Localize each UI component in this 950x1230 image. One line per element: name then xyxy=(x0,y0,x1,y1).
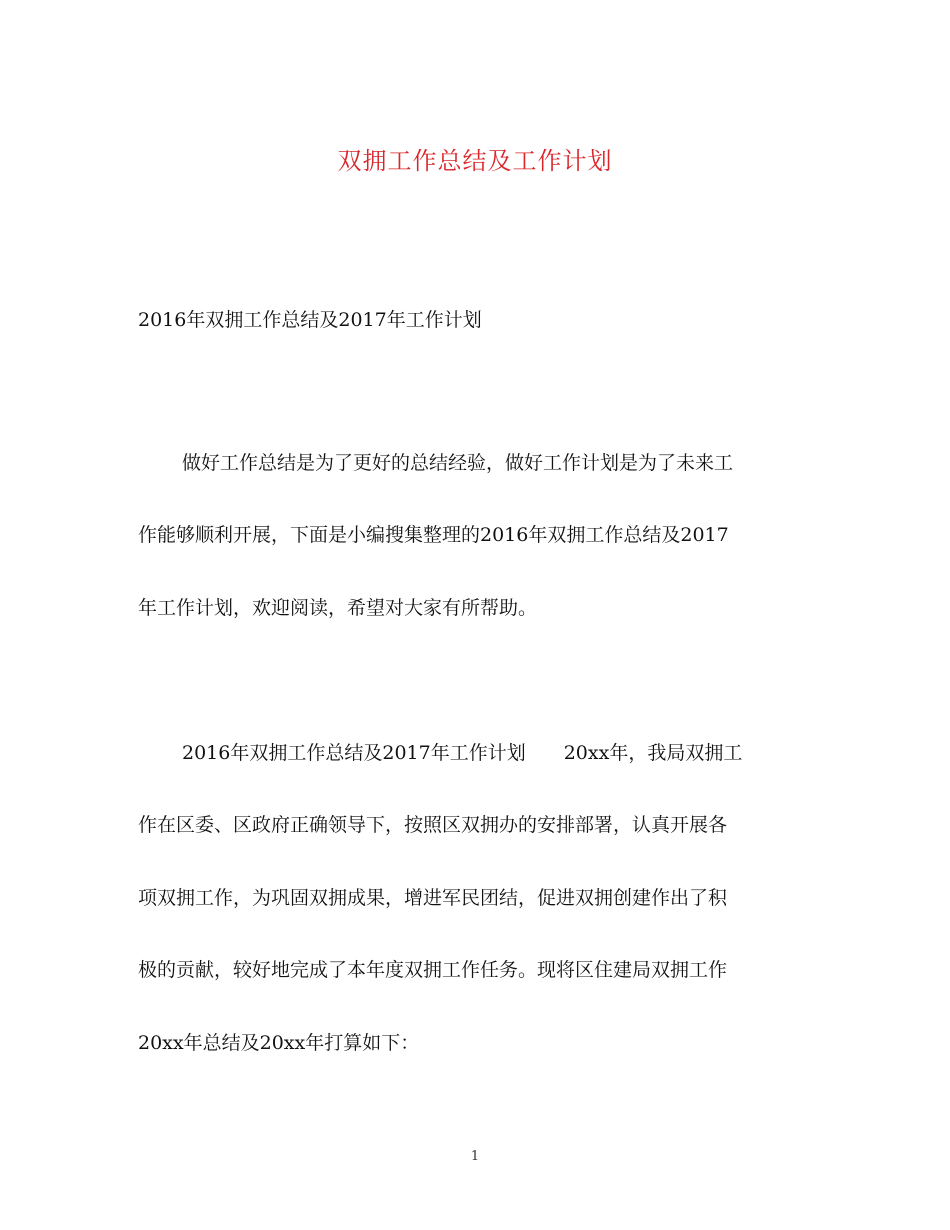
paragraph-line: 20xx年总结及20xx年打算如下： xyxy=(138,1032,420,1054)
paragraph-line: 极的贡献，较好地完成了本年度双拥工作任务。现将区住建局双拥工作 xyxy=(138,959,728,981)
paragraph-line: 作在区委、区政府正确领导下，按照区双拥办的安排部署，认真开展各 xyxy=(138,814,728,836)
paragraph-line: 项双拥工作，为巩固双拥成果，增进军民团结，促进双拥创建作出了积 xyxy=(138,887,728,909)
document-subtitle: 2016年双拥工作总结及2017年工作计划 xyxy=(138,309,482,331)
document-title: 双拥工作总结及工作计划 xyxy=(337,147,613,175)
paragraph-line: 2016年双拥工作总结及2017年工作计划 20xx年，我局双拥工 xyxy=(182,742,743,764)
paragraph-line: 做好工作总结是为了更好的总结经验，做好工作计划是为了未来工 xyxy=(182,452,734,474)
paragraph-line: 作能够顺利开展，下面是小编搜集整理的2016年双拥工作总结及2017 xyxy=(138,524,729,546)
paragraph-line: 年工作计划，欢迎阅读，希望对大家有所帮助。 xyxy=(138,597,538,619)
page-number: 1 xyxy=(470,1149,480,1164)
